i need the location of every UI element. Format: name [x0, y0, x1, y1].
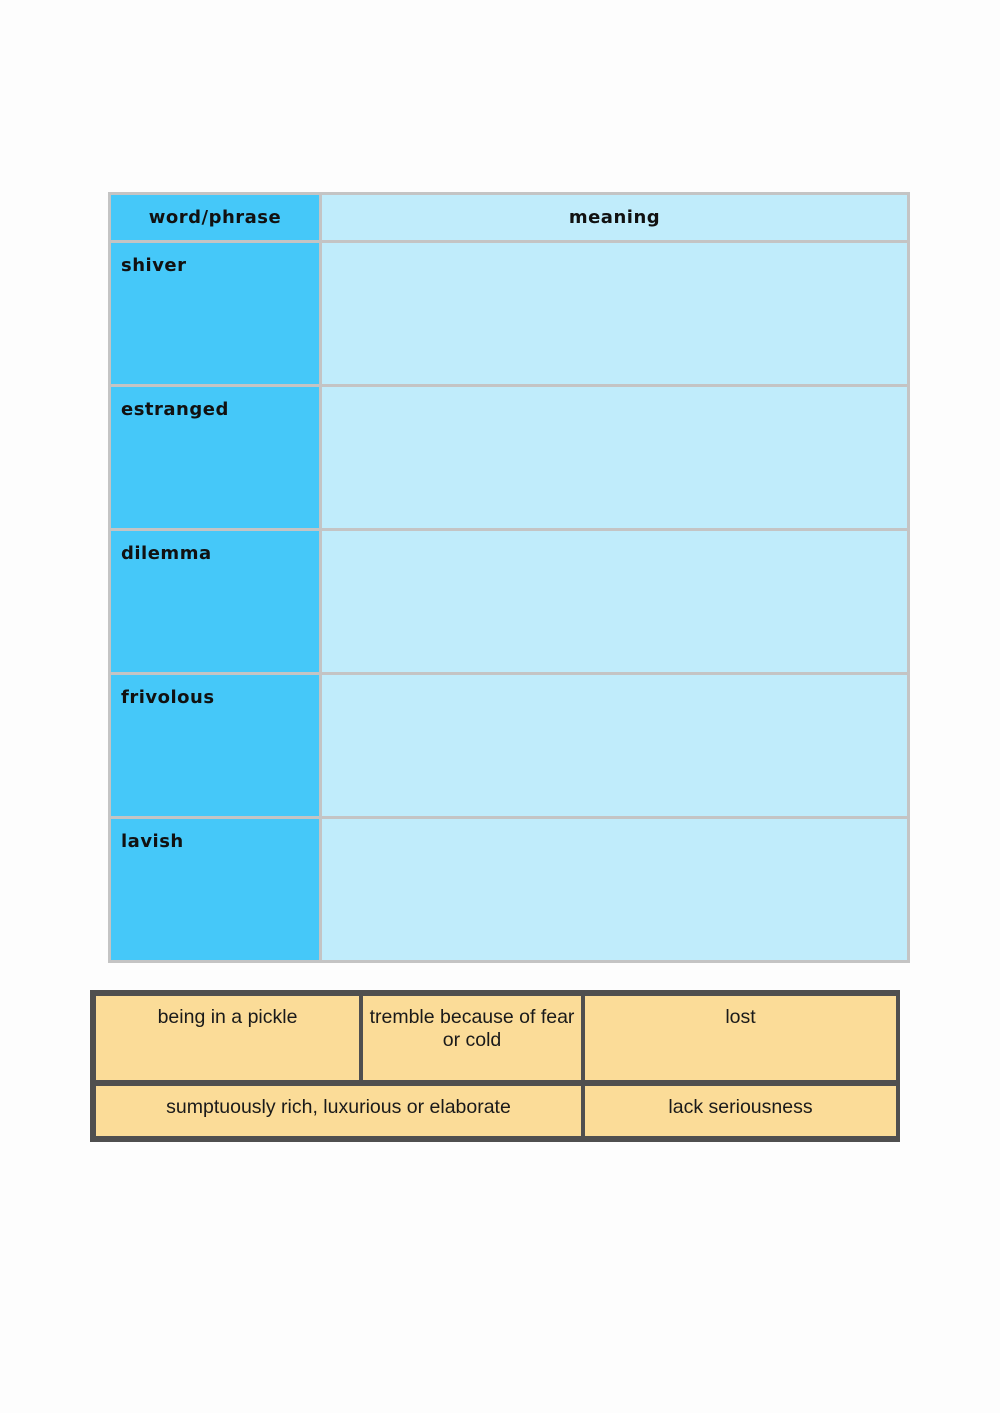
answer-tile-lost[interactable]: lost [585, 996, 896, 1080]
meaning-drop-zone-frivolous[interactable] [322, 675, 907, 816]
answer-tile-tremble[interactable]: tremble because of fear or cold [363, 996, 581, 1080]
word-cell-dilemma: dilemma [111, 531, 319, 672]
vocabulary-table [108, 192, 910, 963]
word-cell-frivolous: frivolous [111, 675, 319, 816]
meaning-drop-zone-shiver[interactable] [322, 243, 907, 384]
word-cell-lavish: lavish [111, 819, 319, 960]
answer-tile-sumptuously-rich[interactable]: sumptuously rich, luxurious or elaborate [96, 1086, 581, 1136]
meaning-column-header: meaning [322, 195, 907, 240]
meaning-drop-zone-estranged[interactable] [322, 387, 907, 528]
answer-tile-being-in-a-pickle[interactable]: being in a pickle [96, 996, 359, 1080]
word-cell-estranged: estranged [111, 387, 319, 528]
answer-bank [90, 990, 900, 1142]
word-cell-shiver: shiver [111, 243, 319, 384]
answer-tile-lack-seriousness[interactable]: lack seriousness [585, 1086, 896, 1136]
meaning-drop-zone-dilemma[interactable] [322, 531, 907, 672]
word-column-header: word/phrase [111, 195, 319, 240]
meaning-drop-zone-lavish[interactable] [322, 819, 907, 960]
